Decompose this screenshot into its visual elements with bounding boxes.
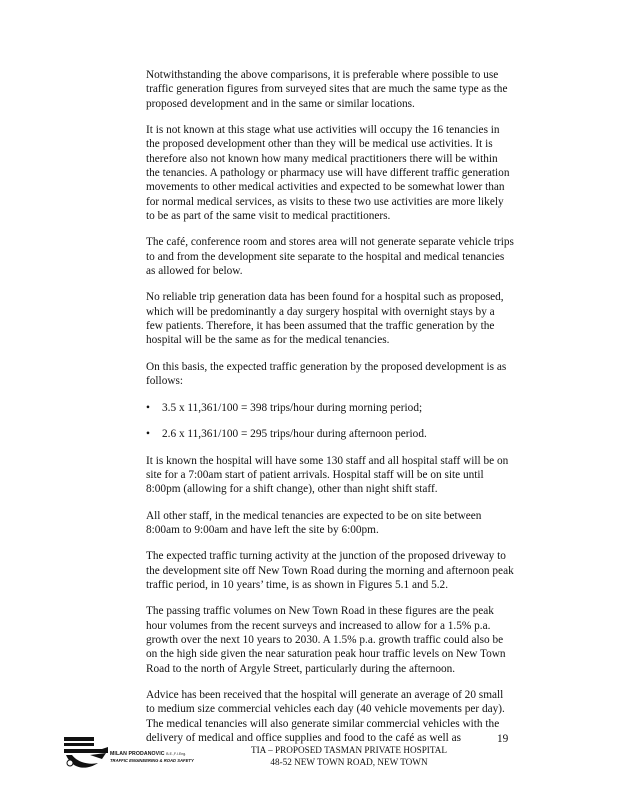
bullet-icon: • bbox=[146, 428, 150, 441]
paragraph: On this basis, the expected traffic generation by the proposed development is as follows: bbox=[146, 360, 507, 388]
bullet-text: 2.6 x 11,361/100 = 295 trips/hour during afternoon period. bbox=[162, 428, 427, 441]
paragraph: It is not known at this stage what use activities will occupy the 16 tenancies in the proposed development other than they will be medical use activities. It is therefore also not known how many medical practitioners there will be within the tenancies. A pathology or pharmacy use will have different traffic generation movements to other medical activities and expected to be somewhat lower than for normal medical services, as visits to these two use activities are more likely to be as part of the same visit to medical practitioners. bbox=[146, 124, 510, 222]
bullet-item bbox=[146, 427, 514, 441]
logo-name: MILAN PRODANOVIC B.E.,F.I.Eng. bbox=[110, 751, 187, 757]
logo-tagline: TRAFFIC ENGINEERING & ROAD SAFETY bbox=[110, 758, 194, 763]
paragraph: Advice has been received that the hospital will generate an average of 20 small to medium size commercial vehicles each day (40 vehicle movements per day). The medical tenancies will also generate similar commercial vehicles with the delivery of medical and office supplies and food to the café as well as bbox=[146, 689, 505, 745]
paragraph: The passing traffic volumes on New Town Road in these figures are the peak hour volumes from the recent surveys and increased to allow for a 1.5% p.a. growth over the next 10 years to 2030. A 1.5% p.a. growth traffic could also be on the high side given the near saturation peak hour traffic levels on New Town Road to the north of Argyle Street, particularly during the afternoon. bbox=[146, 605, 506, 675]
paragraph: All other staff, in the medical tenancies are expected to be on site between 8:00am to 9:00am and have left the site by 6:00pm. bbox=[146, 509, 482, 536]
footer-line-1: TIA – PROPOSED TASMAN PRIVATE HOSPITAL bbox=[250, 745, 447, 755]
paragraph: The café, conference room and stores area will not generate separate vehicle trips to and from the development site separate to the hospital and medical tenancies as allowed for below. bbox=[146, 236, 514, 277]
paragraph: Notwithstanding the above comparisons, it is preferable where possible to use traffic generation figures from surveyed sites that are much the same type as the proposed development and in the same or similar locations. bbox=[146, 69, 508, 110]
bullet-list bbox=[146, 401, 514, 442]
page-number: 19 bbox=[497, 733, 509, 745]
paragraph: No reliable trip generation data has been found for a hospital such as proposed, which will be predominantly a day surgery hospital with overnight stays by a few patients. Therefore, it has been assumed that the traffic generation by the hospital will be the same as for the medical tenancies. bbox=[146, 291, 504, 347]
bullet-item bbox=[146, 401, 514, 415]
bullet-icon: • bbox=[146, 401, 150, 414]
paragraph: The expected traffic turning activity at the junction of the proposed driveway to the development site off New Town Road during the morning and afternoon peak traffic period, in 10 years’ time, is as shown in Figures 5.1 and 5.2. bbox=[146, 550, 514, 591]
footer-line-2: 48-52 NEW TOWN ROAD, NEW TOWN bbox=[270, 757, 428, 767]
footer bbox=[220, 744, 478, 768]
bullet-text: 3.5 x 11,361/100 = 398 trips/hour during morning period; bbox=[162, 401, 423, 414]
paragraph: It is known the hospital will have some 130 staff and all hospital staff will be on site for a 7:00am start of patient arrivals. Hospital staff will be on site until 8:00pm (allowing for a shift change), other than night shift staff. bbox=[146, 454, 509, 496]
body-text bbox=[146, 68, 514, 758]
